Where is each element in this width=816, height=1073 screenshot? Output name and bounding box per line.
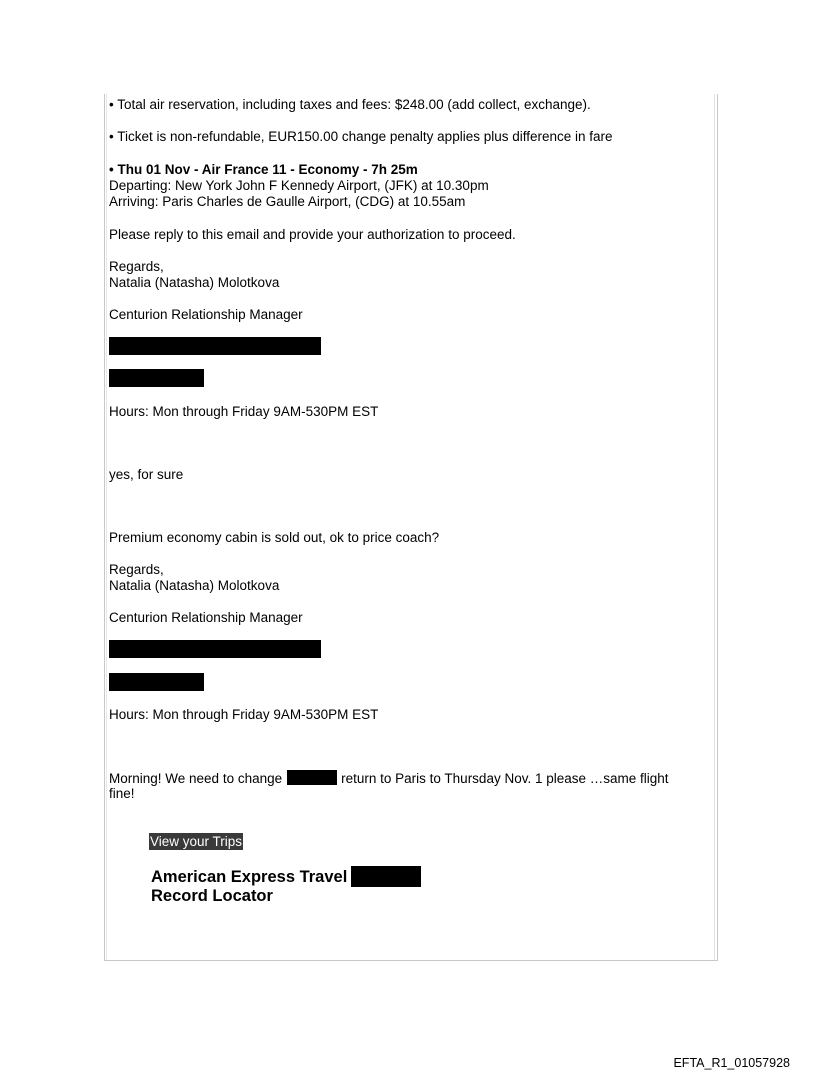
departing-line: Departing: New York John F Kennedy Airport, (JFK) at 10.30pm — [109, 178, 489, 193]
redaction-block — [109, 640, 321, 658]
regards-2: Regards, — [109, 562, 164, 577]
business-hours-2: Hours: Mon through Friday 9AM-530PM EST — [109, 707, 379, 722]
amex-travel-heading: American Express Travel — [151, 868, 348, 886]
frame-divider-left — [106, 94, 107, 960]
bullet-ticket-policy: • Ticket is non-refundable, EUR150.00 change penalty applies plus difference in fare — [109, 129, 613, 144]
redaction-inline — [287, 770, 337, 785]
morning-message-part1: Morning! We need to change — [109, 771, 283, 786]
morning-message-end: fine! — [109, 786, 135, 801]
redaction-block — [109, 673, 204, 691]
morning-message — [109, 770, 669, 787]
redaction-locator — [351, 866, 421, 887]
document-id: EFTA_R1_01057928 — [673, 1056, 790, 1070]
reply-yes: yes, for sure — [109, 467, 184, 482]
sender-name-1: Natalia (Natasha) Molotkova — [109, 275, 280, 290]
email-frame — [104, 94, 718, 961]
business-hours-1: Hours: Mon through Friday 9AM-530PM EST — [109, 404, 379, 419]
redaction-block — [109, 337, 321, 355]
bullet-flight-details: • Thu 01 Nov - Air France 11 - Economy - 7h 25m — [109, 162, 418, 177]
redaction-block — [109, 369, 204, 387]
sender-title-2: Centurion Relationship Manager — [109, 610, 303, 625]
arriving-line: Arriving: Paris Charles de Gaulle Airport, (CDG) at 10.55am — [109, 194, 466, 209]
sender-title-1: Centurion Relationship Manager — [109, 307, 303, 322]
record-locator-label: Record Locator — [151, 887, 273, 905]
premium-question: Premium economy cabin is sold out, ok to price coach? — [109, 530, 440, 545]
frame-divider-right — [714, 94, 715, 960]
bullet-total-reservation: • Total air reservation, including taxes and fees: $248.00 (add collect, exchange). — [109, 97, 591, 112]
morning-message-part2: return to Paris to Thursday Nov. 1 please …same flight — [341, 771, 669, 786]
sender-name-2: Natalia (Natasha) Molotkova — [109, 578, 280, 593]
regards-1: Regards, — [109, 259, 164, 274]
view-trips-button[interactable]: View your Trips — [150, 834, 243, 849]
reply-request: Please reply to this email and provide your authorization to proceed. — [109, 227, 516, 242]
